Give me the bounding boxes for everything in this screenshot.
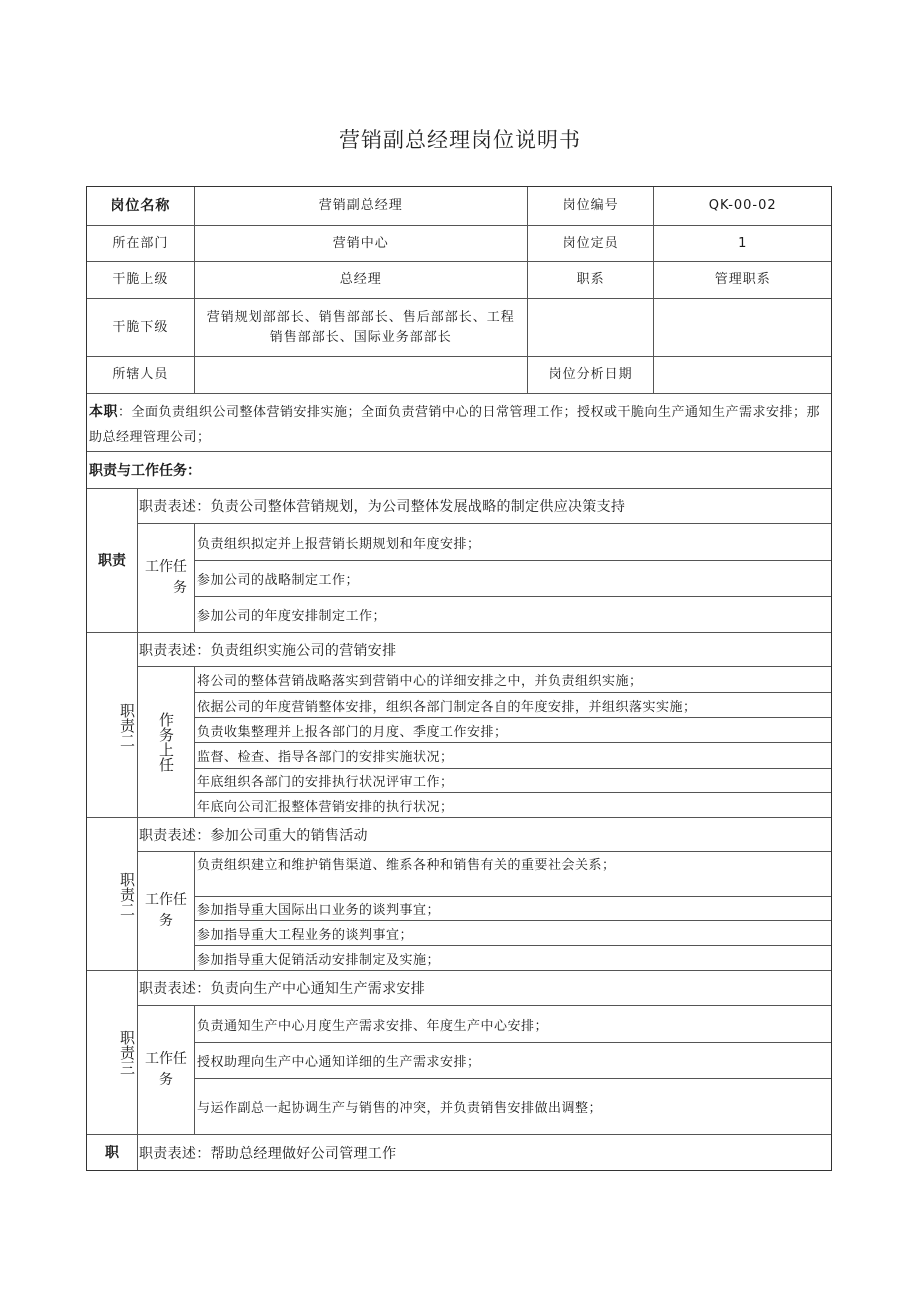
value-staff	[194, 357, 527, 393]
info-row-department	[87, 225, 831, 261]
task-label	[138, 1006, 195, 1134]
duty-label: 职责二	[87, 633, 138, 817]
label-analysis-date: 岗位分析日期	[527, 357, 654, 393]
label-direct-superior: 干脆上级	[112, 272, 169, 287]
duty-label: 职	[87, 1135, 138, 1170]
label-department: 所在部门	[112, 235, 169, 251]
task-label: 作务上任	[138, 667, 195, 817]
task-item: 负责收集整理并上报各部门的月度、季度工作安排；	[195, 717, 831, 742]
duty-description: 职责表述：负责公司整体营销规划，为公司整体发展战略的制定供应决策支持	[139, 499, 626, 515]
info-row-staff	[87, 356, 831, 393]
task-label-text: 工作任务	[145, 559, 187, 596]
document-title: 营销副总经理岗位说明书	[339, 128, 581, 152]
empty-cell	[527, 299, 654, 356]
duty-section-5	[87, 1134, 831, 1170]
task-item: 负责组织拟定并上报营销长期规划和年度安排；	[197, 536, 481, 552]
task-label-text: 工作任务	[145, 892, 187, 929]
info-row-direct-superior	[87, 261, 831, 298]
duties-heading: 职责与工作任务：	[87, 451, 831, 488]
value-job-family: 管理职系	[653, 262, 831, 298]
value-position-name: 营销副总经理	[194, 187, 527, 225]
task-item: 授权助理向生产中心通知详细的生产需求安排；	[195, 1042, 831, 1078]
label-job-family: 职系	[527, 262, 654, 298]
label-headcount: 岗位定员	[527, 226, 654, 261]
label-staff: 所辖人员	[112, 367, 169, 382]
duty-label: 职责	[87, 489, 138, 632]
task-label-text: 工作任务	[145, 1051, 187, 1088]
value-department: 营销中心	[194, 226, 527, 261]
label-position-code: 岗位编号	[527, 187, 654, 225]
job-description-table	[86, 186, 832, 1171]
label-position-name: 岗位名称	[110, 198, 171, 214]
value-direct-subordinates: 营销规划部部长、销售部部长、售后部部长、工程销售部部长、国际业务部部长	[194, 299, 527, 356]
value-direct-superior: 总经理	[194, 262, 527, 298]
task-item: 参加指导重大工程业务的谈判事宜；	[195, 920, 831, 945]
value-analysis-date	[653, 357, 831, 393]
task-item: 负责通知生产中心月度生产需求安排、年度生产中心安排；	[197, 1018, 549, 1034]
duty-label: 职责三	[87, 971, 138, 1134]
duty-description: 职责表述：负责向生产中心通知生产需求安排	[139, 981, 425, 997]
task-label	[138, 852, 195, 970]
duty-description: 职责表述：帮助总经理做好公司管理工作	[139, 1145, 397, 1162]
duty-section-1	[87, 488, 831, 632]
task-item: 年底组织各部门的安排执行状况评审工作；	[195, 768, 831, 792]
info-row-position-name	[87, 187, 831, 225]
info-row-direct-subordinates	[87, 298, 831, 356]
task-item: 参加公司的战略制定工作；	[195, 560, 831, 596]
task-item: 依据公司的年度营销整体安排，组织各部门制定各自的年度安排，并组织落实实施；	[195, 692, 831, 717]
duty-section-3	[87, 817, 831, 970]
empty-cell	[653, 299, 831, 356]
task-item: 参加公司的年度安排制定工作；	[195, 596, 831, 632]
task-item: 将公司的整体营销战略落实到营销中心的详细安排之中，并负责组织实施；	[197, 674, 643, 689]
duty-section-2	[87, 632, 831, 817]
task-item: 负责组织建立和维护销售渠道、维系各种和销售有关的重要社会关系；	[197, 858, 616, 873]
core-duty-row	[87, 393, 831, 451]
task-item: 年底向公司汇报整体营销安排的执行状况；	[195, 792, 831, 817]
label-direct-subordinates: 干脆下级	[112, 319, 169, 335]
task-item: 监督、检查、指导各部门的安排实施状况；	[195, 742, 831, 768]
duty-description: 职责表述：负责组织实施公司的营销安排	[139, 642, 397, 659]
duty-label: 职责二	[87, 818, 138, 970]
task-item: 参加指导重大促销活动安排制定及实施；	[195, 945, 831, 970]
duty-section-4	[87, 970, 831, 1134]
task-item: 参加指导重大国际出口业务的谈判事宜；	[195, 896, 831, 920]
duty-description: 职责表述：参加公司重大的销售活动	[139, 827, 368, 844]
value-headcount: 1	[653, 226, 831, 261]
core-duty-lead: 本职	[89, 404, 118, 420]
task-item: 与运作副总一起协调生产与销售的冲突，并负责销售安排做出调整；	[195, 1078, 831, 1134]
task-label	[138, 524, 195, 632]
value-position-code: QK-00-02	[653, 187, 831, 225]
core-duty-text: ：全面负责组织公司整体营销安排实施；全面负责营销中心的日常管理工作；授权或干脆向生产通知生产需求安排；那助总经理管理公司；	[89, 405, 821, 445]
